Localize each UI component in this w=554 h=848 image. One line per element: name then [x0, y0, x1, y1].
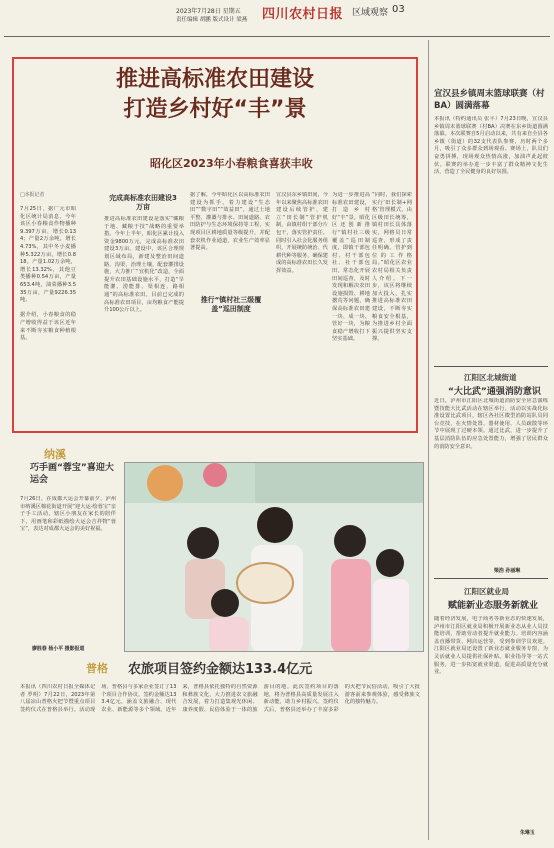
feature-subheadline: 昭化区2023年小春粮食喜获丰收 [150, 157, 313, 170]
story-employment-byline: 朱琳玉 [520, 830, 535, 836]
feature-col-1: 7月25日，据广元市昭化区统计局消息，今年该区小春粮食作物播种9.397万亩，增长0.134；产量2万余吨，增长4.73%，其中冬小麦播种5.322万亩，增长0.818。产量1.02万余吨，增长13.32%，其他豆类播种0.54万亩，产量653.4吨，油菜播种3.535万亩，产量9226.35吨。 据介绍，小春粮食的稳产增收得益于该区近年来不断夯实粮食种植根基。 [20, 206, 76, 342]
issue-date: 2023年7月28日 星期五 [176, 8, 241, 15]
story-firefighting-byline: 梁浩 孙丽琳 [494, 568, 521, 574]
right-divider-2 [434, 578, 548, 579]
story-employment-body: 随着经济发展，电子商务等新业态的快速发展，泸州市江阳区就业局积极开展新业态从业人员技能培训，帮助劳动者提升就业能力。培训内容涵盖直播带货、网店运营等，受到参训学员欢迎。江阳区就业局还设置了新业态就业服务专窗，为灵活就业人员提供社保补贴、职业指导等一站式服务，进一步拓宽就业渠道，促进高质量充分就业。 [434, 616, 548, 676]
feature-sub-heading-2: 推行“镇村社三级覆盖”巡田制度 [196, 296, 266, 314]
story-basketball-headline: 宣汉县乡镇周末篮球联赛（村BA）圆满落幕 [434, 89, 545, 111]
story-firefighting-kicker: 江阳区北城街道 [464, 373, 517, 382]
section-name: 区域观察 [352, 8, 389, 18]
masthead-logo: 四川农村日报 [262, 7, 344, 22]
feature-headline-2: 打造乡村好“丰”景 [123, 97, 307, 122]
feature-col-4: 宣汉县东乡镇田间，今年以来聚焦高标准农田建设后续管护，建立“田长制”管护机制，由镇村组干部分片包干，落实管护责任。同时引入社会化服务组织，开展统防统治、代耕代种等服务，确保建成的高标准农田长久发挥效益。 [276, 192, 328, 274]
feature-byline: □本报记者 [20, 192, 45, 198]
header-divider [4, 36, 550, 37]
brief-naxi-headline: 巧手画“蓉宝”喜迎大运会 [30, 463, 114, 485]
page-number: 03 [392, 4, 405, 15]
editors-line: 责任编辑 胡鹏 版式设计 梁燕 [176, 17, 248, 23]
right-column-divider [428, 40, 429, 840]
feature-col-2: 推进高标准农田建设是落实“藏粮于地、藏粮于技”战略的重要举措。今年上半年，昭化区累计投入资金9800万元，完成高标准农田建设3万亩。建设中，该区合理规划区域布局，新建及整治田间道路、沟渠，治理土壤，配套灌排设施，大力推广“宜机化”改造，全面提升农田基础设施水平，打造“旱能灌、涝能排、渠相连、路相通”的高标准农田。目前已完成的高标准农田项目，亩均粮食产能提升100公斤以上。 [104, 216, 184, 314]
feature-col-3: 据了解，今年昭化区以高标准农田建设为抓手，着力建设“生态田”“数字田”“效益田”，通过土地平整、灌溉与排水、田间道路、农田防护与生态环境保持等工程，实现项目区耕地质量等级提升，并配套农机作业通道，农业生产效率显著提高。 [190, 192, 270, 252]
story-employment-kicker: 江阳区就业局 [464, 587, 509, 596]
brief-naxi-kicker: 纳溪 [44, 448, 66, 461]
story-firefighting-body: 近日，泸州市江阳区北城街道消防安全应急演练暨技能大比武活动在辖区举行。活动以实战化标准设置比武项目，辖区各社区微型消防站队员同台竞技，在火情处置、器材使用、人员疏散等环节中展现了过硬本领。通过比武，进一步提升了基层消防队伍的应急处置能力，增强了居民群众的消防安全意识。 [434, 398, 548, 450]
right-divider-1 [434, 366, 548, 367]
story-employment-headline: 赋能新业态服务新就业 [448, 601, 539, 611]
bottom-headline: 农旅项目签约金额达133.4亿元 [128, 662, 313, 677]
story-basketball-body: 本报讯（特约通讯员 张平）7月23日晚，宣汉县乡镇周末篮球联赛（村BA）决赛在东乡街道圆满落幕。本次联赛自5月启动以来，共有来自全县各乡镇（街道）的32支代表队参赛，历时两个多月，吸引了众多群众到场观看。赛场上，队员们奋勇拼搏，现场观众热情高涨，加油声此起彼伏。联赛的举办进一步丰富了群众精神文化生活，营造了全民健身的良好氛围。 [434, 116, 548, 176]
story-firefighting-headline: “大比武”通强消防意识 [448, 387, 541, 397]
photo-illustration [125, 463, 424, 652]
feature-col-5: 为进一步推进高标准农田建设，打造乡村好“丰”景，昭化区还创新推行“镇村社三级覆盖”巡田制度，即镇干部包村、村干部包社、社干部包田，常态化开展田间巡查，及时发现和解决农田设施损毁、耕地撂荒等问题，确保高标准农田建一块、成一块、管好一块，为粮食稳产增收打下坚实基础。 [332, 192, 370, 343]
feature-headline-1: 推进高标准农田建设 [115, 67, 314, 92]
bottom-body: 本报讯（四川农村日报全媒体记者 罗明）7月22日，2023年第八届凉山普格火把节暨重点项目签约仪式在普格县举行。活动现场，普格县与多家企业签订了13个项目合作协议，签约金额达133.4亿元，涵盖文旅融合、现代农业、新能源等多个领域。近年来，普格县依托独特的自然资源和彝族文化，大力推进农文旅融合发展，着力打造集观光休闲、康养度假、民俗体验于一体的旅游目的地。此次签约项目的落地，将为普格县高质量发展注入新动能，助力乡村振兴。签约仪式后，普格县还举办了丰富多彩的火把节民俗活动，吸引了大批游客前来参观体验，感受彝族文化的独特魅力。 [20, 684, 420, 713]
feature-col-6: “同时，我们探索实行‘田长制+网格’管理模式，由区级田长统筹，镇村田长具体落实，网格员日常巡查，形成了责任明确、管护到位的工作格局。”昭化区农业农村局相关负责人介绍。下一步，该区将继续加大投入，扎实推进高标准农田建设，不断夯实粮食安全根基，为推进乡村全面振兴提供坚实支撑。 [372, 192, 412, 343]
news-photo [124, 462, 424, 652]
feature-sub-heading-1: 完成高标准农田建设3万亩 [109, 194, 177, 211]
brief-naxi-body: 7月26日，在成都大运会开幕前夕，泸州市纳溪区棉花街道开展“迎大运·绘蓉宝”亲子手工活动，辖区小朋友在家长的陪伴下，用画笔和彩纸描绘大运会吉祥物“蓉宝”，表达对成都大运会的美好祝福。 [20, 496, 116, 533]
brief-naxi-byline: 廖胜春 杨小平 摄影报道 [32, 646, 85, 652]
bottom-kicker: 普格 [86, 662, 108, 675]
